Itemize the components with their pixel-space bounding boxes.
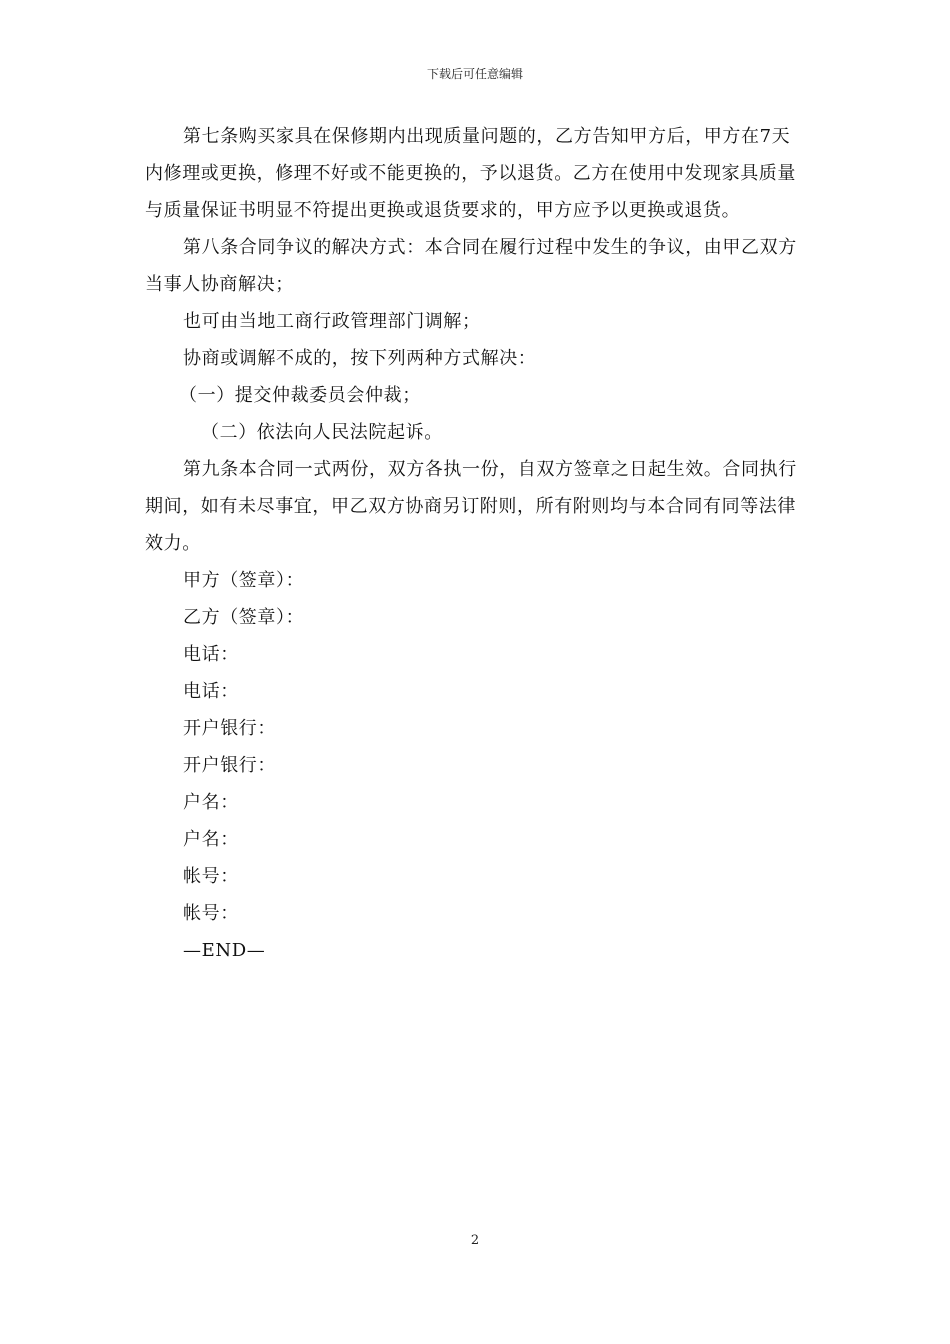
document-body [145,118,807,969]
phone-line-b: 电话： [183,681,239,702]
clause-seven-paragraph: 第七条购买家具在保修期内出现质量问题的，乙方告知甲方后，甲方在7天内修理或更换，修理不好或不能更换的，予以退货。乙方在使用中发现家具质量与质量保证书明显不符提出更换或退货要求的，甲方应予以更换或退货。 [145,126,796,221]
account-number-line-b: 帐号： [183,903,239,924]
party-a-signature-line: 甲方（签章）： [183,570,305,591]
account-number-line-a: 帐号： [183,866,239,887]
bank-line-a: 开户银行： [183,718,276,739]
mediation-paragraph: 也可由当地工商行政管理部门调解； [183,311,481,332]
bank-line-b: 开户银行： [183,755,276,776]
clause-nine-paragraph: 第九条本合同一式两份，双方各执一份，自双方签章之日起生效。合同执行期间，如有未尽事宜，甲乙双方协商另订附则，所有附则均与本合同有同等法律效力。 [145,459,797,554]
end-marker: —END— [183,940,266,961]
page-header: 下载后可任意编辑 [426,67,523,81]
account-name-line-a: 户名： [183,792,239,813]
resolution-methods-paragraph: 协商或调解不成的，按下列两种方式解决： [183,348,537,369]
page-number: 2 [470,1233,480,1248]
clause-eight-paragraph: 第八条合同争议的解决方式：本合同在履行过程中发生的争议，由甲乙双方当事人协商解决； [145,237,797,295]
arbitration-option: （一）提交仲裁委员会仲裁； [179,385,421,406]
court-option: （二）依法向人民法院起诉。 [201,422,443,443]
phone-line-a: 电话： [183,644,239,665]
party-b-signature-line: 乙方（签章）： [183,607,305,628]
account-name-line-b: 户名： [183,829,239,850]
